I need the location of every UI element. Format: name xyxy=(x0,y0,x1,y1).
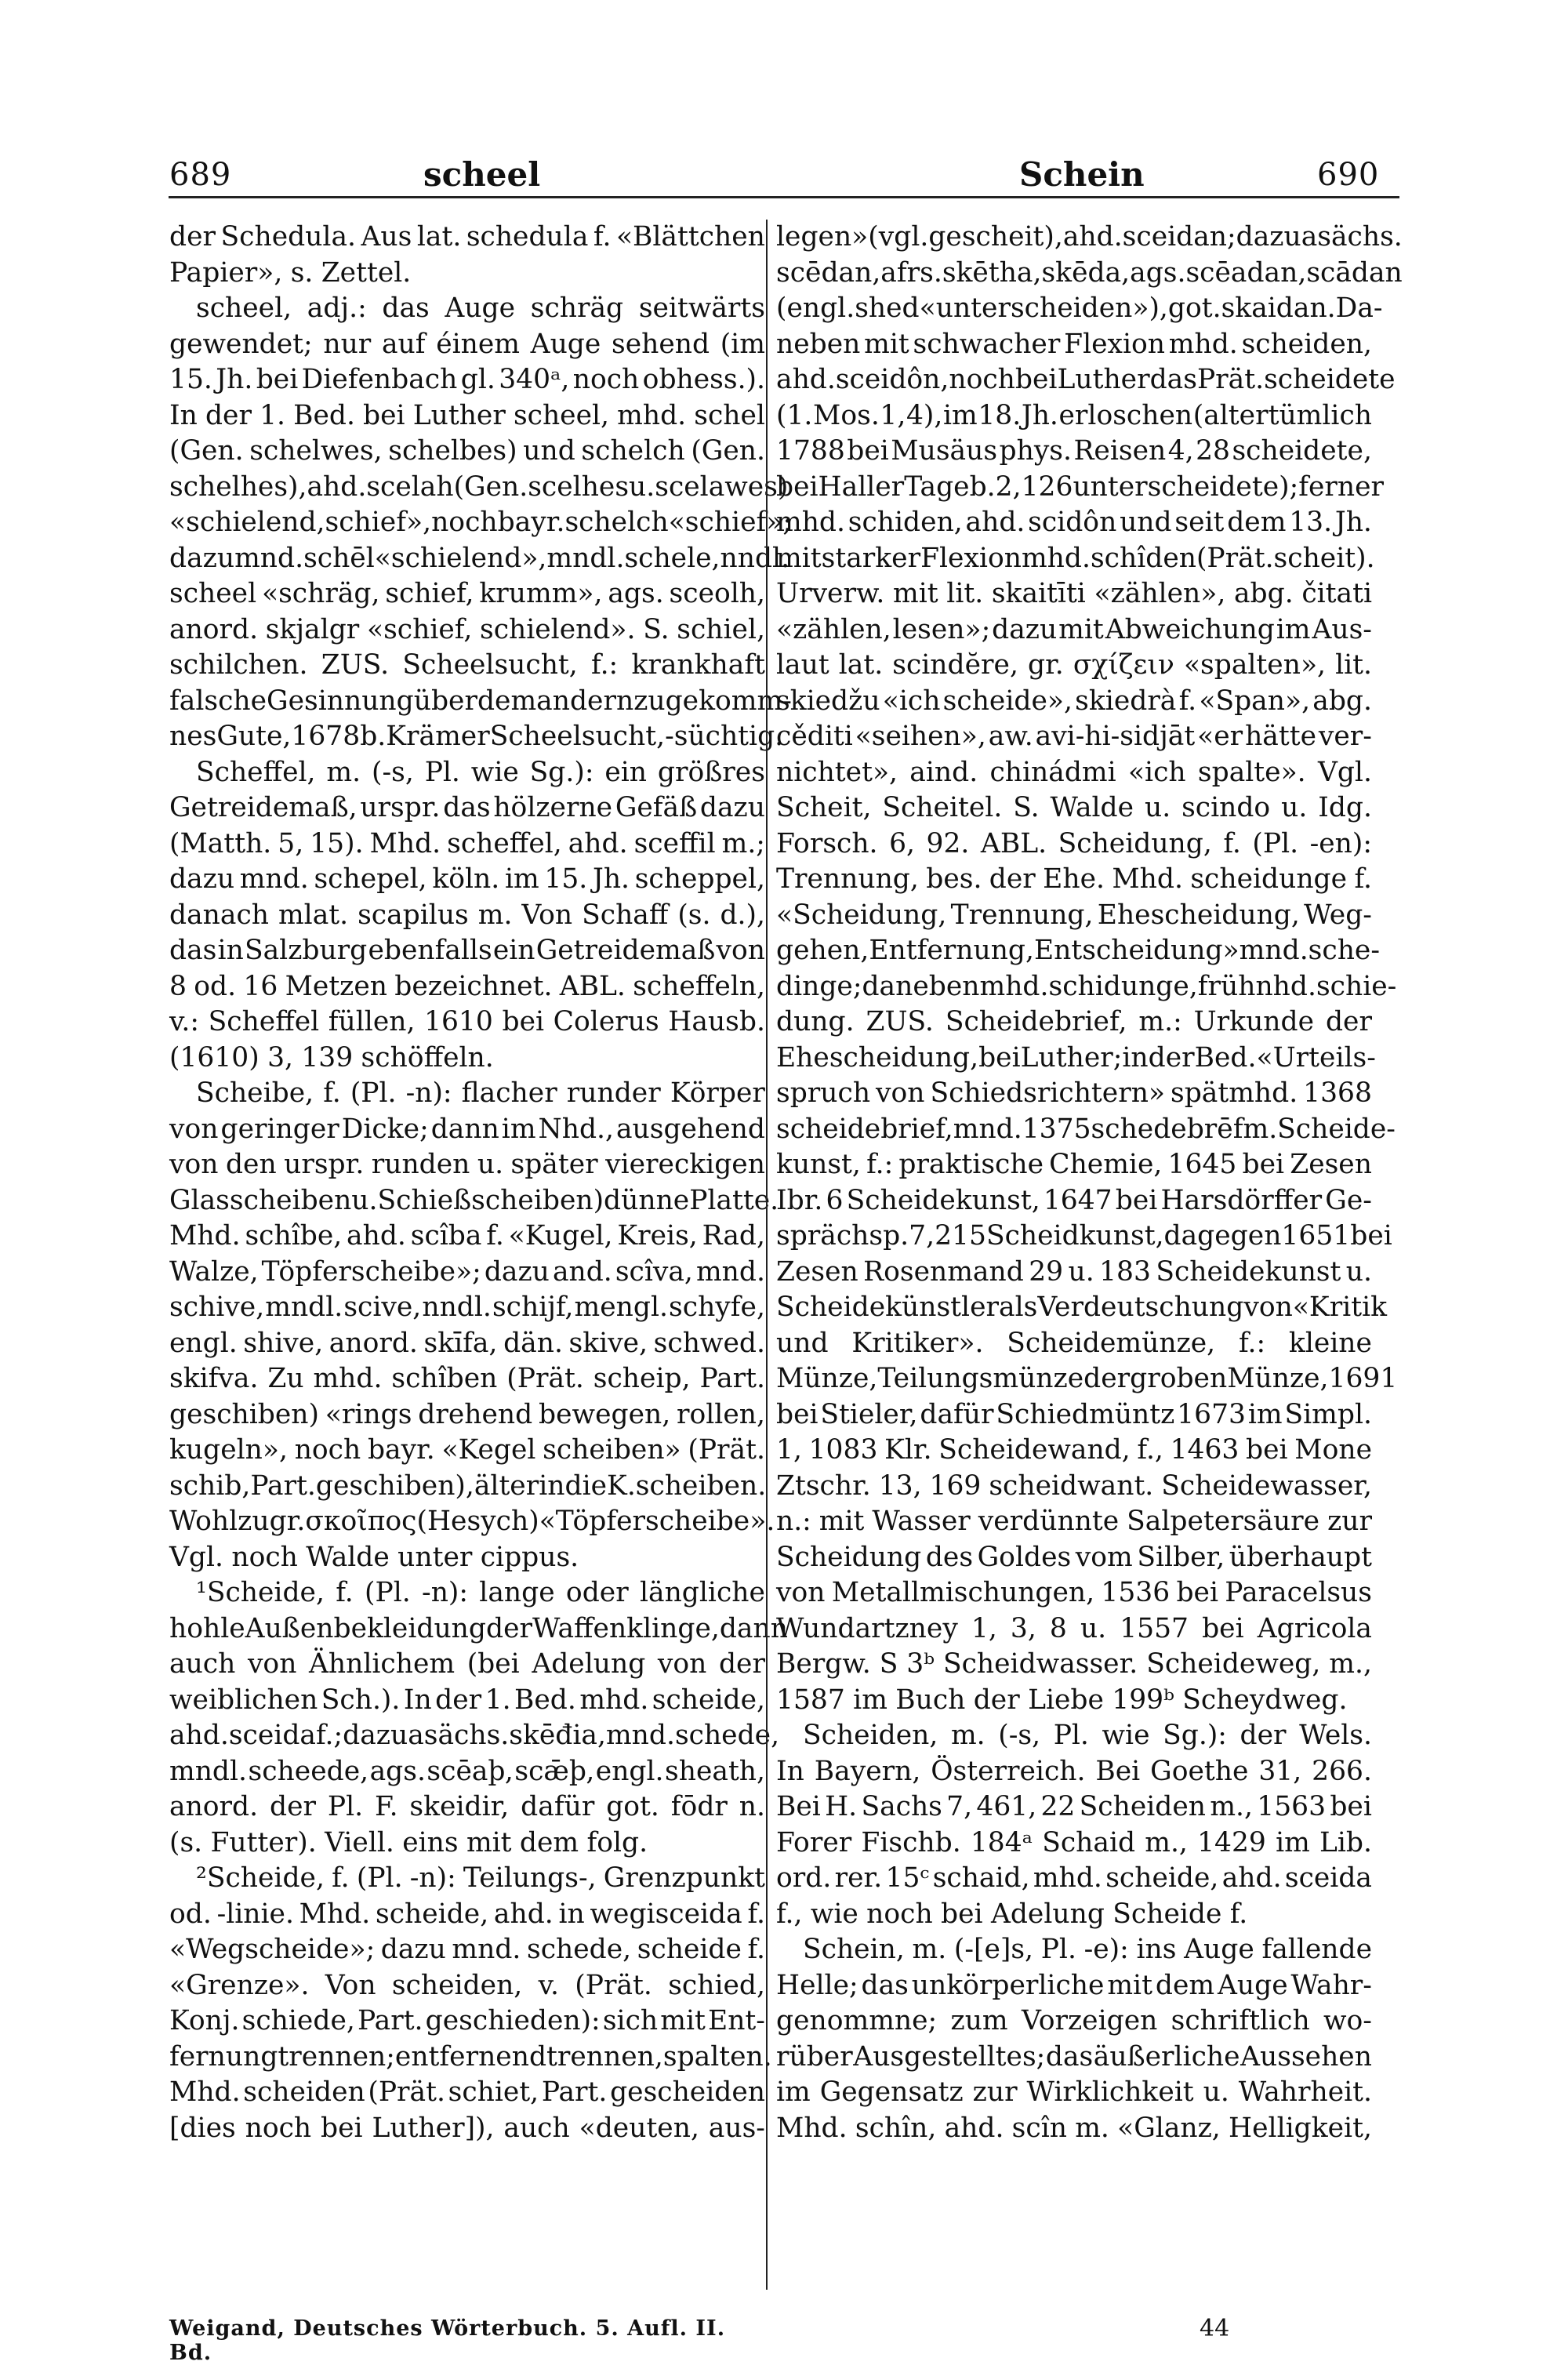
text-line: Trennung, bes. der Ehe. Mhd. scheidunge f. xyxy=(776,863,1372,895)
text-line: gewendet; nur auf éinem Auge sehend (im xyxy=(169,328,765,360)
text-line: ahd. sceida f.; dazu asächs. skēđia, mnd. schede, xyxy=(169,1720,780,1751)
text-line: (Gen. schelwes, schelbes) und schelch (Gen. xyxy=(169,435,765,467)
text-line: Mhd. schîn, ahd. scîn m. «Glanz, Helligkeit, xyxy=(776,2112,1372,2144)
text-line: Getreidemaß, urspr. das hölzerne Gefäß dazu xyxy=(169,792,765,823)
text-line: cěditi «seihen», aw. avi-hi-sidjāt «er hätte ver- xyxy=(776,721,1372,752)
text-line: mndl. scheede, ags. scēaþ, scǣþ, engl. sheath, xyxy=(169,1755,765,1787)
text-line: Glasscheiben u. Schießscheiben) dünne Platte. xyxy=(169,1184,779,1216)
column-divider xyxy=(766,220,768,2290)
text-line: 15. Jh. bei Diefenbach gl. 340ᵃ, noch obhess.). xyxy=(169,364,765,395)
text-line: Bei H. Sachs 7, 461, 22 Scheiden m., 1563 bei xyxy=(776,1791,1372,1822)
text-line: 1788 bei Musäus phys. Reisen 4, 28 scheidete, xyxy=(776,435,1372,467)
text-line: Scheit, Scheitel. S. Walde u. scindo u. Idg. xyxy=(776,792,1372,823)
text-line: skiedžu «ich scheide», skiedrà f. «Span», abg. xyxy=(776,685,1372,717)
text-line: Scheidekünstler als Verdeutschung von «Kritik xyxy=(776,1291,1388,1323)
text-line: Vgl. noch Walde unter cippus. xyxy=(169,1541,579,1573)
text-line: und Kritiker». Scheidemünze, f.: kleine xyxy=(776,1327,1372,1359)
text-line: bei Stieler, dafür Schiedmüntz 1673 im Simpl. xyxy=(776,1398,1372,1430)
text-line: Münze, Teilungsmünze der groben Münze, 1691 xyxy=(776,1363,1398,1394)
text-line: scheidebrief, mnd. 1375 schedebrēf m. Scheide- xyxy=(776,1113,1396,1145)
text-line: dung. ZUS. Scheidebrief, m.: Urkunde der xyxy=(776,1006,1372,1037)
text-line: ²Scheide, f. (Pl. -n): Teilungs-, Grenzpunkt xyxy=(196,1862,765,1894)
text-line: mhd. schiden, ahd. scidôn und seit dem 13. Jh. xyxy=(776,507,1372,538)
text-line: Wohl zu gr. σκοῖπος (Hesych) «Töpferscheibe». xyxy=(169,1506,775,1537)
text-line: Schein, m. (-[e]s, Pl. -e): ins Auge fallende xyxy=(803,1934,1372,1965)
text-line: anord. der Pl. F. skeidir, dafür got. fōdr n. xyxy=(169,1791,765,1822)
text-line: «Scheidung, Trennung, Ehescheidung, Weg- xyxy=(776,899,1372,931)
left-guide-word: scheel xyxy=(423,155,541,194)
text-line: «schielend, schief», noch bayr. schelch «schief»; xyxy=(169,507,792,538)
right-page-number: 690 xyxy=(1317,157,1380,193)
text-line: 1, 1083 Klr. Scheidewand, f., 1463 bei Mone xyxy=(776,1434,1372,1466)
text-line: Forer Fischb. 184ᵃ Schaid m., 1429 im Lib. xyxy=(776,1826,1372,1858)
text-line: v.: Scheffel füllen, 1610 bei Colerus Hausb. xyxy=(169,1006,765,1037)
text-line: Scheiden, m. (-s, Pl. wie Sg.): der Wels. xyxy=(803,1720,1372,1751)
text-line: Walze, Töpferscheibe»; dazu and. scîva, mnd. xyxy=(169,1255,765,1288)
text-line: dinge; daneben mhd. schidunge, frühnhd. schie- xyxy=(776,970,1397,1002)
text-line: bei Haller Tageb. 2, 126 unterscheidete); ferner xyxy=(776,470,1385,503)
text-line: im Gegensatz zur Wirklichkeit u. Wahrheit. xyxy=(776,2076,1372,2108)
text-line: geschiben) «rings drehend bewegen, rollen, xyxy=(169,1398,765,1430)
text-line: Forsch. 6, 92. ABL. Scheidung, f. (Pl. -en): xyxy=(776,827,1372,859)
imprint-footer: Weigand, Deutsches Wörterbuch. 5. Aufl. II. Bd. xyxy=(169,2316,726,2365)
text-line: engl. shive, anord. skīfa, dän. skive, schwed. xyxy=(169,1327,765,1359)
text-line: In der 1. Bed. bei Luther scheel, mhd. schel xyxy=(169,399,765,431)
text-line: «Wegscheide»; dazu mnd. schede, scheide f. xyxy=(169,1934,765,1965)
text-line: Mhd. schîbe, ahd. scîba f. «Kugel, Kreis, Rad, xyxy=(169,1220,765,1252)
text-line: (engl. shed «unterscheiden»), got. skaidan. Da- xyxy=(776,292,1383,324)
text-line: n.: mit Wasser verdünnte Salpetersäure zur xyxy=(776,1506,1372,1537)
text-line: von Metallmischungen, 1536 bei Paracelsus xyxy=(776,1577,1372,1608)
text-line: Urverw. mit lit. skaitīti «zählen», abg. čitati xyxy=(776,578,1372,609)
text-line: genommne; zum Vorzeigen schriftlich wo- xyxy=(776,2005,1372,2036)
text-line: Helle; das unkörperliche mit dem Auge Wahr- xyxy=(776,1969,1372,2001)
right-column xyxy=(776,220,1403,2146)
header-rule xyxy=(169,196,1399,198)
text-line: ¹Scheide, f. (Pl. -n): lange oder längliche xyxy=(196,1577,765,1608)
text-line: [dies noch bei Luther]), auch «deuten, aus- xyxy=(169,2112,765,2144)
text-line: 8 od. 16 Metzen bezeichnet. ABL. scheffeln, xyxy=(169,970,765,1002)
text-line: neben mit schwacher Flexion mhd. scheiden, xyxy=(776,328,1372,360)
text-line: Ehescheidung, bei Luther; in der Bed. «Urteils- xyxy=(776,1041,1376,1074)
text-line: Bergw. S 3ᵇ Scheidwasser. Scheideweg, m., xyxy=(776,1648,1372,1680)
text-line: spruch von Schiedsrichtern» spätmhd. 1368 xyxy=(776,1077,1372,1109)
text-line: scēdan, afrs. skētha, skēda, ags. scēadan, scādan xyxy=(776,256,1403,289)
text-line: legen» (vgl. gescheit), ahd. sceidan; dazu asächs. xyxy=(776,221,1403,252)
text-line: der Schedula. Aus lat. schedula f. «Blättchen xyxy=(169,221,765,252)
text-line: ahd. sceidôn, noch bei Luther das Prät. scheidete xyxy=(776,364,1396,395)
text-line: (s. Futter). Viell. eins mit dem folg. xyxy=(169,1826,648,1858)
text-line: mit starker Flexion mhd. schîden (Prät. scheit). xyxy=(776,542,1375,574)
text-line: schib, Part. geschiben), älter in die K. scheiben. xyxy=(169,1469,767,1502)
text-line: weiblichen Sch.). In der 1. Bed. mhd. scheide, xyxy=(169,1684,765,1716)
text-line: Wundartzney 1, 3, 8 u. 1557 bei Agricola xyxy=(776,1612,1372,1644)
text-line: anord. skjalgr «schief, schielend». S. schiel, xyxy=(169,613,765,645)
text-line: Ibr. 6 Scheidekunst, 1647 bei Harsdörffer Ge- xyxy=(776,1184,1372,1216)
text-line: «zählen, lesen»; dazu mit Abweichung im Aus- xyxy=(776,613,1372,645)
text-line: scheel, adj.: das Auge schräg seitwärts xyxy=(196,292,765,324)
text-line: f., wie noch bei Adelung Scheide f. xyxy=(776,1898,1248,1930)
text-line: ord. rer. 15ᶜ schaid, mhd. scheide, ahd. sceida xyxy=(776,1862,1372,1894)
text-line: 1587 im Buch der Liebe 199ᵇ Scheydweg. xyxy=(776,1684,1348,1716)
text-line: skifva. Zu mhd. schîben (Prät. scheip, Part. xyxy=(169,1363,765,1394)
text-line: danach mlat. scapilus m. Von Schaff (s. d.), xyxy=(169,899,765,931)
text-line: falsche Gesinnung über dem andern zugekomm- xyxy=(169,685,792,717)
text-line: kugeln», noch bayr. «Kegel scheiben» (Prät. xyxy=(169,1434,765,1466)
text-line: nes Gute, 1678 b. Krämer Scheelsucht, -süchtig. xyxy=(169,721,784,752)
text-line: scheel «schräg, schief, krumm», ags. sceolh, xyxy=(169,578,765,609)
text-line: von den urspr. runden u. später viereckigen xyxy=(169,1149,765,1180)
text-line: Mhd. scheiden (Prät. schiet, Part. gescheiden xyxy=(169,2076,765,2108)
text-line: (Matth. 5, 15). Mhd. scheffel, ahd. sceffil m.; xyxy=(169,827,765,859)
text-line: kunst, f.: praktische Chemie, 1645 bei Zesen xyxy=(776,1149,1372,1180)
left-page-number: 689 xyxy=(169,157,232,193)
text-line: Scheibe, f. (Pl. -n): flacher runder Körper xyxy=(196,1077,765,1109)
text-line: In Bayern, Österreich. Bei Goethe 31, 266. xyxy=(776,1755,1372,1787)
text-line: von geringer Dicke; dann im Nhd., ausgehend xyxy=(169,1113,765,1145)
left-column xyxy=(169,220,792,2146)
text-line: (1. Mos. 1, 4), im 18. Jh. erloschen (altertümlich xyxy=(776,399,1372,431)
text-line: laut lat. scindĕre, gr. σχίζειν «spalten», lit. xyxy=(776,649,1372,681)
text-line: schive, mndl. scive, nndl. schijf, mengl. schyfe, xyxy=(169,1291,765,1323)
text-line: gehen, Entfernung, Entscheidung» mnd. sche- xyxy=(776,935,1380,966)
right-guide-word: Schein xyxy=(1019,155,1145,194)
signature-mark: 44 xyxy=(1200,2315,1230,2342)
text-line: Zesen Rosenmand 29 u. 183 Scheidekunst u. xyxy=(776,1255,1372,1288)
text-line: dazu mnd. schepel, köln. im 15. Jh. scheppel, xyxy=(169,863,765,895)
text-line: Scheffel, m. (-s, Pl. wie Sg.): ein größres xyxy=(196,756,765,788)
text-line: nichtet», aind. chinádmi «ich spalte». Vgl. xyxy=(776,756,1372,788)
text-line: das in Salzburg ebenfalls ein Getreidemaß von xyxy=(169,935,765,966)
text-line: od. -linie. Mhd. scheide, ahd. in wegisceida f. xyxy=(169,1898,765,1930)
text-line: Papier», s. Zettel. xyxy=(169,256,412,289)
text-line: schelhes), ahd. scelah (Gen. scelhes u. scelawes) xyxy=(169,470,789,503)
text-line: rüber Ausgestelltes; das äußerliche Aussehen xyxy=(776,2040,1372,2073)
text-line: Ztschr. 13, 169 scheidwant. Scheidewasser, xyxy=(776,1469,1372,1502)
text-line: (1610) 3, 139 schöffeln. xyxy=(169,1041,494,1074)
text-line: hohle Außenbekleidung der Waffenklinge, dann xyxy=(169,1612,788,1644)
text-line: auch von Ähnlichem (bei Adelung von der xyxy=(169,1648,765,1680)
text-line: Konj. schiede, Part. geschieden): sich mit Ent- xyxy=(169,2005,765,2036)
text-line: «Grenze». Von scheiden, v. (Prät. schied, xyxy=(169,1969,765,2001)
text-line: Scheidung des Goldes vom Silber, überhaupt xyxy=(776,1541,1372,1573)
text-line: dazu mnd. schēl «schielend», mndl. schele, nndl. xyxy=(169,542,790,574)
text-line: sprächsp. 7, 215 Scheidkunst, dagegen 1651 bei xyxy=(776,1220,1392,1252)
text-line: schilchen. ZUS. Scheelsucht, f.: krankhaft xyxy=(169,649,765,681)
text-line: fernung trennen; entfernend trennen, spalten. xyxy=(169,2040,772,2073)
